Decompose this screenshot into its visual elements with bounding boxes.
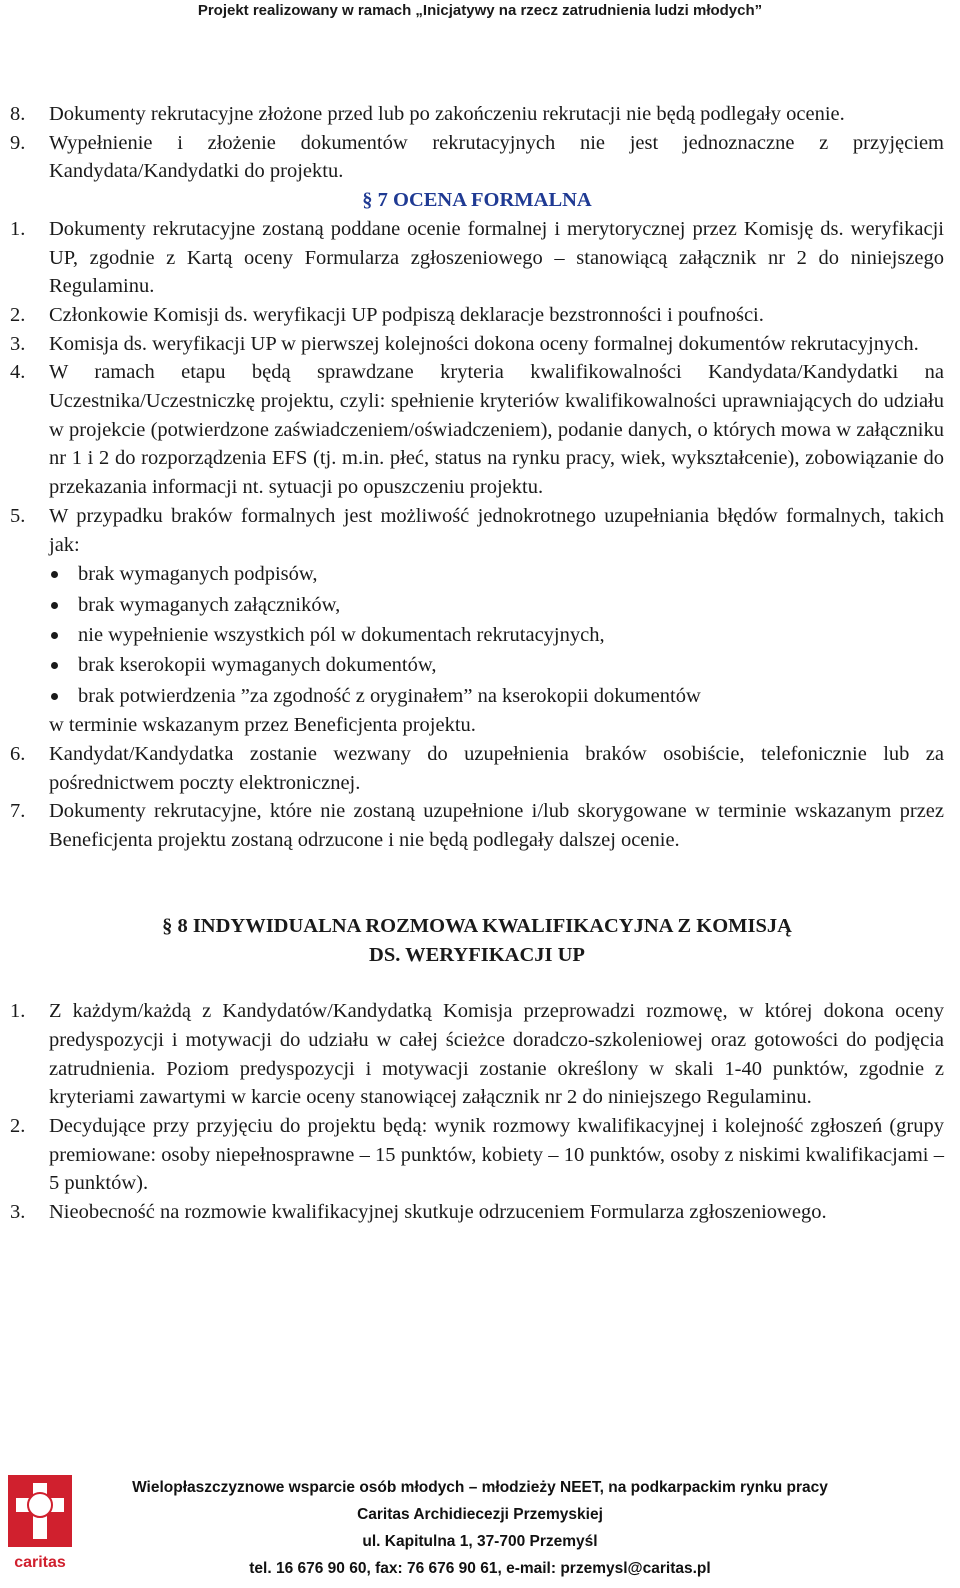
item-text: Nieobecność na rozmowie kwalifikacyjnej skutkuje odrzuceniem Formularza zgłoszeniowego. xyxy=(49,1201,827,1224)
item-text: Dokumenty rekrutacyjne zostaną poddane ocenie formalnej i merytorycznej przez Komisję ds. weryfikacji UP, zgodnie z Kartą oceny Formularza zgłoszeniowego – stanowiącą załącznik nr 2 do niniejszego Regulaminu. xyxy=(49,217,944,298)
spacer xyxy=(10,855,944,912)
item-number: 2. xyxy=(10,303,26,326)
list-item xyxy=(10,997,944,1112)
list-item xyxy=(10,797,944,854)
item-text: Decydujące przy przyjęciu do projektu będą: wynik rozmowy kwalifikacyjnej i kolejność zgłoszeń (grupy premiowane: osoby niepełnosprawne – 15 punktów, kobiety – 10 punktów, osoby z niskimi kwalifikacjami – 5 punktów). xyxy=(49,1115,944,1195)
logo-text: caritas xyxy=(14,1554,66,1571)
list-item xyxy=(10,740,944,797)
item-text: W przypadku braków formalnych jest możliwość jednokrotnego uzupełniania błędów formalnych, takich jak: xyxy=(49,504,944,556)
bullet-icon xyxy=(49,559,78,589)
footer-project-name: Wielopłaszczyznowe wsparcie osób młodych – młodzieży NEET, na podkarpackim rynku pracy xyxy=(132,1479,828,1496)
list-item xyxy=(10,1112,944,1198)
footer-info xyxy=(80,1474,880,1582)
bullet-icon xyxy=(49,590,78,620)
list-item xyxy=(10,215,944,301)
list-item xyxy=(10,358,944,502)
item-number: 4. xyxy=(10,361,26,384)
bullet-item: brak potwierdzenia ”za zgodność z oryginałem” na kserokopii dokumentów xyxy=(49,681,944,711)
bullet-item: nie wypełnienie wszystkich pól w dokumentach rekrutacyjnych, xyxy=(49,620,944,650)
item-text: Kandydat/Kandydatka zostanie wezwany do uzupełnienia braków osobiście, telefonicznie lub za pośrednictwem poczty elektronicznej. xyxy=(49,742,944,794)
item-text: Z każdym/każdą z Kandydatów/Kandydatką Komisja przeprowadzi rozmowę, w której dokona oceny predyspozycji i motywacji do udziału w całej ścieżce doradczo-szkoleniowej oraz gotowości do podjęcia zatrudnienia. Poziom predyspozycji i motywacji zostanie określony w skali 1-40 punktów, zgodnie z kryteriami zawartymi w karcie oceny stanowiącej załącznik nr 2 do niniejszego Regulaminu. xyxy=(49,1000,944,1109)
list-item xyxy=(10,301,944,330)
item-number: 9. xyxy=(10,131,26,154)
item-body xyxy=(49,502,944,740)
footer-contact: tel. 16 676 90 60, fax: 76 676 90 61, e-mail: przemysl@caritas.pl xyxy=(249,1560,711,1577)
item-number: 6. xyxy=(10,742,26,765)
item-number: 1. xyxy=(10,1000,26,1023)
document-body xyxy=(10,100,944,1227)
bullet-icon xyxy=(49,681,78,711)
footer-organization: Caritas Archidiecezji Przemyskiej xyxy=(357,1506,603,1523)
footer-address: ul. Kapitulna 1, 37-700 Przemyśl xyxy=(362,1533,598,1550)
bullet-icon xyxy=(49,650,78,680)
bullet-list xyxy=(49,559,944,711)
item-number: 3. xyxy=(10,1201,26,1224)
item-text: Komisja ds. weryfikacji UP w pierwszej kolejności dokona oceny formalnej dokumentów rekrutacyjnych. xyxy=(49,332,919,355)
section-8-title-line2: DS. WERYFIKACJI UP xyxy=(369,943,585,966)
section-8-title-line1: § 8 INDYWIDUALNA ROZMOWA KWALIFIKACYJNA Z KOMISJĄ xyxy=(162,914,792,937)
item-number: 8. xyxy=(10,103,26,125)
list-item xyxy=(10,502,944,740)
item-text-after: w terminie wskazanym przez Beneficjenta projektu. xyxy=(49,714,476,737)
list-item xyxy=(10,100,944,129)
item-text: Wypełnienie i złożenie dokumentów rekrutacyjnych nie jest jednoznaczne z przyjęciem Kandydata/Kandydatki do projektu. xyxy=(49,131,944,183)
bullet-icon xyxy=(49,620,78,650)
item-number: 7. xyxy=(10,800,26,823)
list-item xyxy=(10,129,944,186)
bullet-item: brak wymaganych podpisów, xyxy=(49,559,944,589)
item-text: Dokumenty rekrutacyjne złożone przed lub po zakończeniu rekrutacji nie będą podlegały ocenie. xyxy=(49,103,845,125)
list-item xyxy=(10,1198,944,1227)
spacer xyxy=(10,969,944,997)
bullet-item: brak wymaganych załączników, xyxy=(49,590,944,620)
item-text: Dokumenty rekrutacyjne, które nie zostaną uzupełnione i/lub skorygowane w terminie wskazanym przez Beneficjenta projektu zostaną odrzucone i nie będą podlegały dalszej ocenie. xyxy=(49,800,944,852)
item-text: W ramach etapu będą sprawdzane kryteria kwalifikowalności Kandydata/Kandydatki na Uczestnika/Uczestniczkę projektu, czyli: spełnienie kryteriów kwalifikowalności uprawniających do udziału w projekcie (potwierdzone zaświadczeniem/oświadczeniem), podanie danych, o których mowa w załączniku nr 1 i 2 do rozporządzenia EFS (tj. m.in. płeć, status na rynku pracy, wiek, wykształcenie), zobowiązanie do przekazania informacji nt. sytuacji po opuszczeniu projektu. xyxy=(49,361,944,499)
item-number: 5. xyxy=(10,504,26,527)
page-footer xyxy=(0,1468,960,1588)
section-8-title xyxy=(10,912,944,969)
item-text: Członkowie Komisji ds. weryfikacji UP podpiszą deklaracje bezstronności i poufności. xyxy=(49,303,764,326)
item-number: 3. xyxy=(10,332,26,355)
item-number: 2. xyxy=(10,1115,26,1138)
list-item xyxy=(10,330,944,359)
page-header: Projekt realizowany w ramach „Inicjatywy na rzecz zatrudnienia ludzi młodych” xyxy=(197,2,763,19)
bullet-item: brak kserokopii wymaganych dokumentów, xyxy=(49,650,944,680)
caritas-logo xyxy=(6,1473,74,1573)
item-number: 1. xyxy=(10,217,26,240)
section-7-title: § 7 OCENA FORMALNA xyxy=(362,189,592,212)
